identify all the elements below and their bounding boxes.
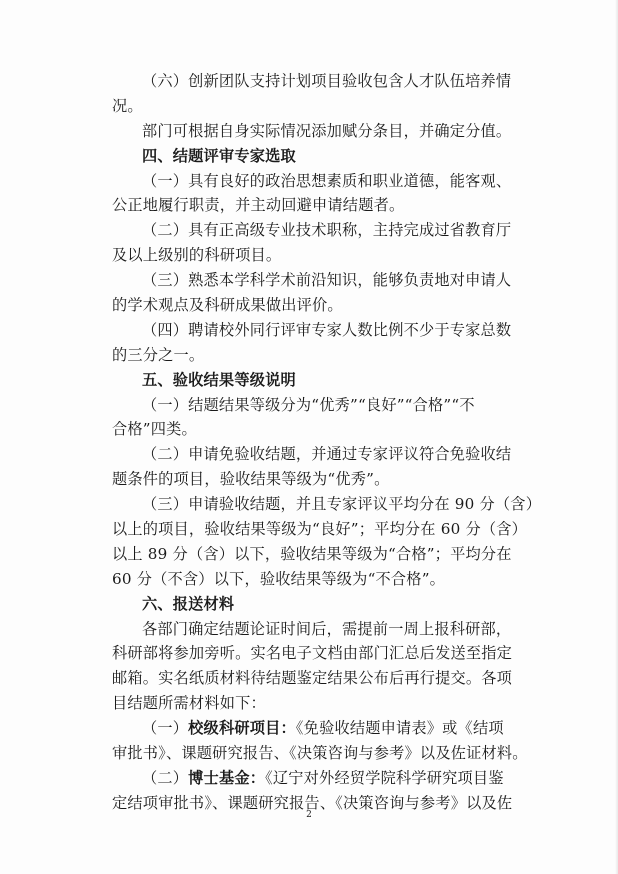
text-line [112,94,532,119]
line-text: 的三分之一。 [112,345,205,364]
text-line [112,716,532,741]
page-number: 2 [306,810,312,820]
line-text: 以上的项目，验收结果等级为“良好”；平均分在 60 分（含） [112,520,528,539]
line-text: （一）结题结果等级分为“优秀”“良好”“合格”“不 [142,395,475,414]
text-line [112,169,532,194]
text-line [112,467,532,492]
line-text: 审批书》、课题研究报告、《决策咨询与参考》以及佐证材料。 [112,744,528,763]
line-text: （二）具有正高级专业技术职称，主持完成过省教育厅 [142,221,512,240]
line-text: 邮箱。实名纸质材料待结题鉴定结果公布后再行提交。各项 [112,669,513,688]
text-line [112,442,532,467]
line-text: 及以上级别的科研项目。 [112,246,282,265]
line-text: 以上 89 分（含）以下，验收结果等级为“合格”；平均分在 [112,544,512,563]
line-text: （三）申请验收结题，并且专家评议平均分在 90 分（含） [142,495,542,514]
text-line [112,492,542,517]
line-text: 部门可根据自身实际情况添加赋分条目，并确定分值。 [142,121,512,140]
line-text: 公正地履行职责，并主动回避申请结题者。 [112,196,405,215]
document-body [112,69,542,816]
line-text: 五、验收结果等级说明 [142,370,296,389]
line-text: （四）聘请校外同行评审专家人数比例不少于专家总数 [142,320,512,339]
text-line [112,218,532,243]
line-text: 合格”四类。 [112,420,197,439]
text-line [112,691,532,716]
text-line [112,666,532,691]
line-text: （一）具有良好的政治思想素质和职业道德，能客观、 [142,171,512,190]
line-text: （二）申请免验收结题，并通过专家评议符合免验收结 [142,445,512,464]
line-text: 各部门确定结题论证时间后，需提前一周上报科研部， [142,619,512,638]
text-line [112,766,532,791]
text-line [112,343,532,368]
text-line [112,517,532,542]
line-text: 60 分（不含）以下，验收结果等级为“不合格”。 [112,569,446,588]
line-text: 目结题所需材料如下： [112,694,266,713]
section-heading [112,368,532,393]
text-line [112,567,532,592]
line-text: 科研部将参加旁听。实名电子文档由部门汇总后发送至指定 [112,644,513,663]
section-heading [112,592,532,617]
item-title: 校级科研项目： [188,719,296,738]
text-line [112,119,532,144]
text-line [112,542,532,567]
text-line [112,268,532,293]
text-line [112,617,532,642]
section-heading [112,144,532,169]
line-text: 况。 [112,96,143,115]
line-text: （六）创新团队支持计划项目验收包含人才队伍培养情 [142,72,512,90]
line-text: 题条件的项目，验收结果等级为“优秀”。 [112,470,390,489]
line-text: 《免验收结题申请表》或《结项 [295,719,504,738]
line-text: 四、结题评审专家选取 [142,146,296,165]
text-line [112,393,532,418]
text-line [112,318,532,343]
item-label: （二） [142,768,189,787]
item-label: （一） [142,719,189,738]
line-text: 六、报送材料 [142,594,235,613]
line-text: 的学术观点及科研成果做出评价。 [112,296,343,315]
text-line [112,417,532,442]
text-line [112,741,532,766]
text-line [112,641,532,666]
line-text: 《辽宁对外经贸学院科学研究项目鉴 [265,768,504,787]
text-line [112,69,532,94]
line-text: （三）熟悉本学科学术前沿知识，能够负责地对申请人 [142,271,512,290]
text-line [112,243,532,268]
line-text: 定结项审批书》、课题研究报告、《决策咨询与参考》以及佐 [112,793,513,812]
item-title: 博士基金： [188,768,266,787]
text-line [112,293,532,318]
text-line [112,193,532,218]
